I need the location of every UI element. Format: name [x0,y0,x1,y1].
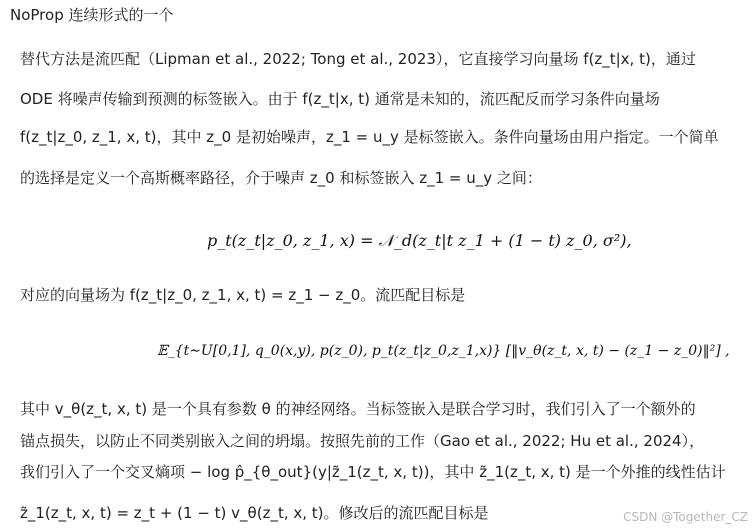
paragraph-line-4: 的选择是定义一个高斯概率路径，介于噪声 z_0 和标签嵌入 z_1 = u_y 之间： [20,169,542,187]
equation-flow-matching-objective: 𝔼_{t∼U[0,1], q_0(x,y), p(z_0), p_t(z_t|z_0,z_1,x)} [‖v_θ(z_t, x, t) − (z_1 − z_0)‖²] , [157,343,730,359]
paragraph-line-6: 其中 v_θ(z_t, x, t) 是一个具有参数 θ 的神经网络。当标签嵌入是联合学习时，我们引入了一个额外的 [20,400,696,418]
paragraph-line-7: 锚点损失，以防止不同类别嵌入之间的坍塌。按照先前的工作（Gao et al., 2022; Hu et al., 2024）， [20,432,705,450]
section-heading: NoProp 连续形式的一个 [10,6,174,24]
paragraph-line-9: z̃_1(z_t, x, t) = z_t + (1 − t) v_θ(z_t, x, t)。修改后的流匹配目标是 [20,504,489,522]
paragraph-line-1: 替代方法是流匹配（Lipman et al., 2022; Tong et al., 2023），它直接学习向量场 f(z_t|x, t)，通过 [20,50,696,68]
paragraph-line-3: f(z_t|z_0, z_1, x, t)，其中 z_0 是初始噪声，z_1 = u_y 是标签嵌入。条件向量场由用户指定。一个简单 [20,128,719,146]
paragraph-line-5: 对应的向量场为 f(z_t|z_0, z_1, x, t) = z_1 − z_0。流匹配目标是 [20,286,466,304]
paragraph-line-8: 我们引入了一个交叉熵项 − log p̂_{θ_out}(y|z̃_1(z_t, x, t))，其中 z̃_1(z_t, x, t) 是一个外推的线性估计 [20,463,726,481]
equation-gaussian-path: p_t(z_t|z_0, z_1, x) = 𝒩_d(z_t|t z_1 + (1 − t) z_0, σ²), [207,231,632,250]
watermark: CSDN @Together_CZ [623,510,748,524]
paragraph-line-2: ODE 将噪声传输到预测的标签嵌入。由于 f(z_t|x, t) 通常是未知的，流匹配反而学习条件向量场 [20,90,660,108]
